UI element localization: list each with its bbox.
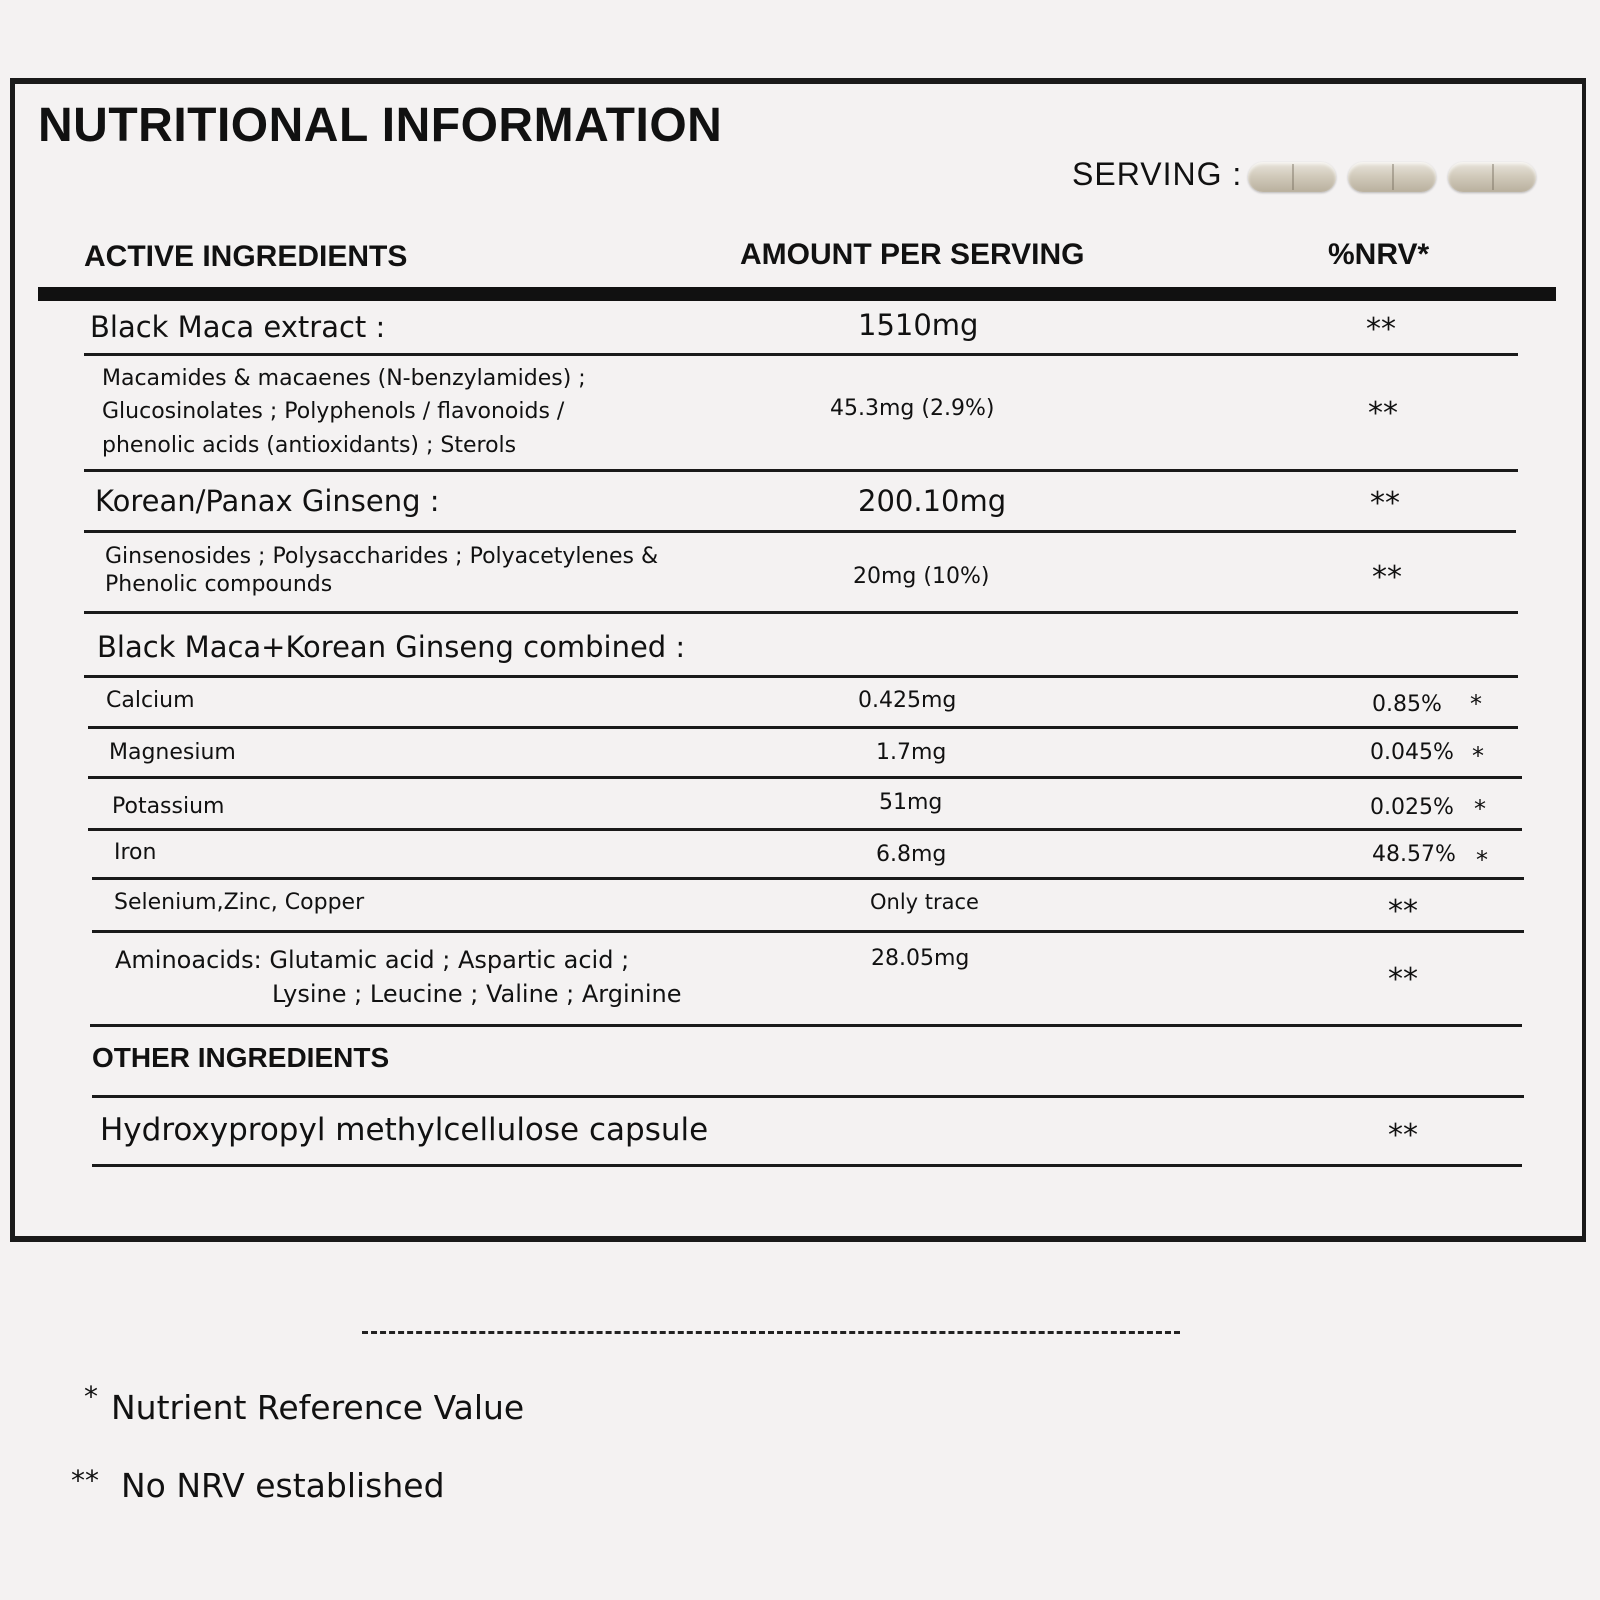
row-divider: [92, 877, 1524, 880]
row-divider: [84, 611, 1518, 614]
serving-label: SERVING :: [1072, 156, 1243, 192]
row-divider: [84, 469, 1518, 472]
potassium-name: Potassium: [112, 794, 225, 819]
capsule-icon: [1348, 162, 1436, 192]
magnesium-nrv: 0.045%: [1370, 740, 1454, 765]
capsule-material-name: Hydroxypropyl methylcellulose capsule: [100, 1112, 709, 1148]
other-ingredients-header: OTHER INGREDIENTS: [92, 1042, 390, 1073]
iron-nrv-star: *: [1476, 846, 1488, 874]
row-divider: [84, 675, 1518, 678]
row-divider: [88, 776, 1522, 779]
calcium-nrv: 0.85%: [1372, 692, 1442, 717]
page-title: NUTRITIONAL INFORMATION: [38, 99, 723, 152]
row-divider: [88, 726, 1518, 729]
trace-minerals-nrv: **: [1388, 894, 1418, 929]
footnote-nrv-text: Nutrient Reference Value: [111, 1388, 525, 1427]
dashed-separator: [362, 1331, 1180, 1334]
ginseng-compounds-amount: 20mg (10%): [853, 564, 990, 589]
ginseng-amount: 200.10mg: [858, 484, 1007, 518]
amino-acids-amount: 28.05mg: [871, 946, 970, 971]
capsule-material-nrv: **: [1388, 1118, 1418, 1153]
header-amount-per-serving: AMOUNT PER SERVING: [740, 238, 1085, 271]
maca-compounds-line-1: Macamides & macaenes (N-benzylamides) ;: [102, 366, 586, 391]
header-divider: [38, 287, 1556, 301]
maca-compounds-nrv: **: [1368, 396, 1398, 431]
amino-acids-line-1: Aminoacids: Glutamic acid ; Aspartic acid ;: [115, 946, 630, 974]
trace-minerals-amount: Only trace: [870, 890, 979, 914]
maca-compounds-amount: 45.3mg (2.9%): [830, 396, 995, 421]
capsule-icon: [1448, 162, 1536, 192]
capsule-icon: [1248, 162, 1336, 192]
amino-acids-nrv: **: [1388, 962, 1418, 997]
row-divider: [84, 530, 1516, 533]
serving-capsules: [1248, 162, 1536, 192]
maca-compounds-line-3: phenolic acids (antioxidants) ; Sterols: [102, 433, 517, 458]
row-divider: [90, 1024, 1522, 1027]
magnesium-name: Magnesium: [109, 740, 236, 765]
trace-minerals-name: Selenium,Zinc, Copper: [114, 890, 365, 915]
black-maca-amount: 1510mg: [858, 308, 979, 342]
ginseng-compounds-line-1: Ginsenosides ; Polysaccharides ; Polyacetylenes &: [105, 544, 659, 569]
calcium-name: Calcium: [106, 688, 195, 713]
footnote-double-star: **: [71, 1464, 99, 1497]
calcium-nrv-star: *: [1470, 690, 1482, 718]
footnote-no-nrv-text: No NRV established: [121, 1466, 445, 1505]
ginseng-compounds-line-2: Phenolic compounds: [105, 572, 333, 597]
row-divider: [92, 930, 1524, 933]
row-divider: [84, 353, 1518, 356]
amino-acids-line-2: Lysine ; Leucine ; Valine ; Arginine: [272, 980, 682, 1008]
potassium-nrv: 0.025%: [1370, 795, 1454, 820]
row-divider: [88, 828, 1522, 831]
iron-name: Iron: [114, 840, 157, 865]
header-nrv: %NRV*: [1328, 238, 1430, 271]
ginseng-compounds-nrv: **: [1372, 560, 1402, 595]
row-divider: [92, 1164, 1522, 1167]
calcium-amount: 0.425mg: [858, 688, 957, 713]
iron-nrv: 48.57%: [1372, 842, 1456, 867]
magnesium-amount: 1.7mg: [876, 740, 947, 765]
potassium-nrv-star: *: [1474, 795, 1486, 823]
row-divider: [92, 1095, 1524, 1098]
black-maca-nrv: **: [1366, 312, 1396, 347]
iron-amount: 6.8mg: [876, 842, 947, 867]
header-active-ingredients: ACTIVE INGREDIENTS: [84, 240, 408, 273]
footnote-single-star: *: [84, 1380, 98, 1413]
ginseng-nrv: **: [1370, 486, 1400, 521]
ginseng-name: Korean/Panax Ginseng :: [95, 484, 440, 518]
combined-name: Black Maca+Korean Ginseng combined :: [97, 630, 686, 664]
magnesium-nrv-star: *: [1472, 742, 1484, 770]
maca-compounds-line-2: Glucosinolates ; Polyphenols / flavonoids /: [102, 399, 565, 424]
potassium-amount: 51mg: [879, 790, 943, 815]
black-maca-name: Black Maca extract :: [90, 310, 386, 344]
